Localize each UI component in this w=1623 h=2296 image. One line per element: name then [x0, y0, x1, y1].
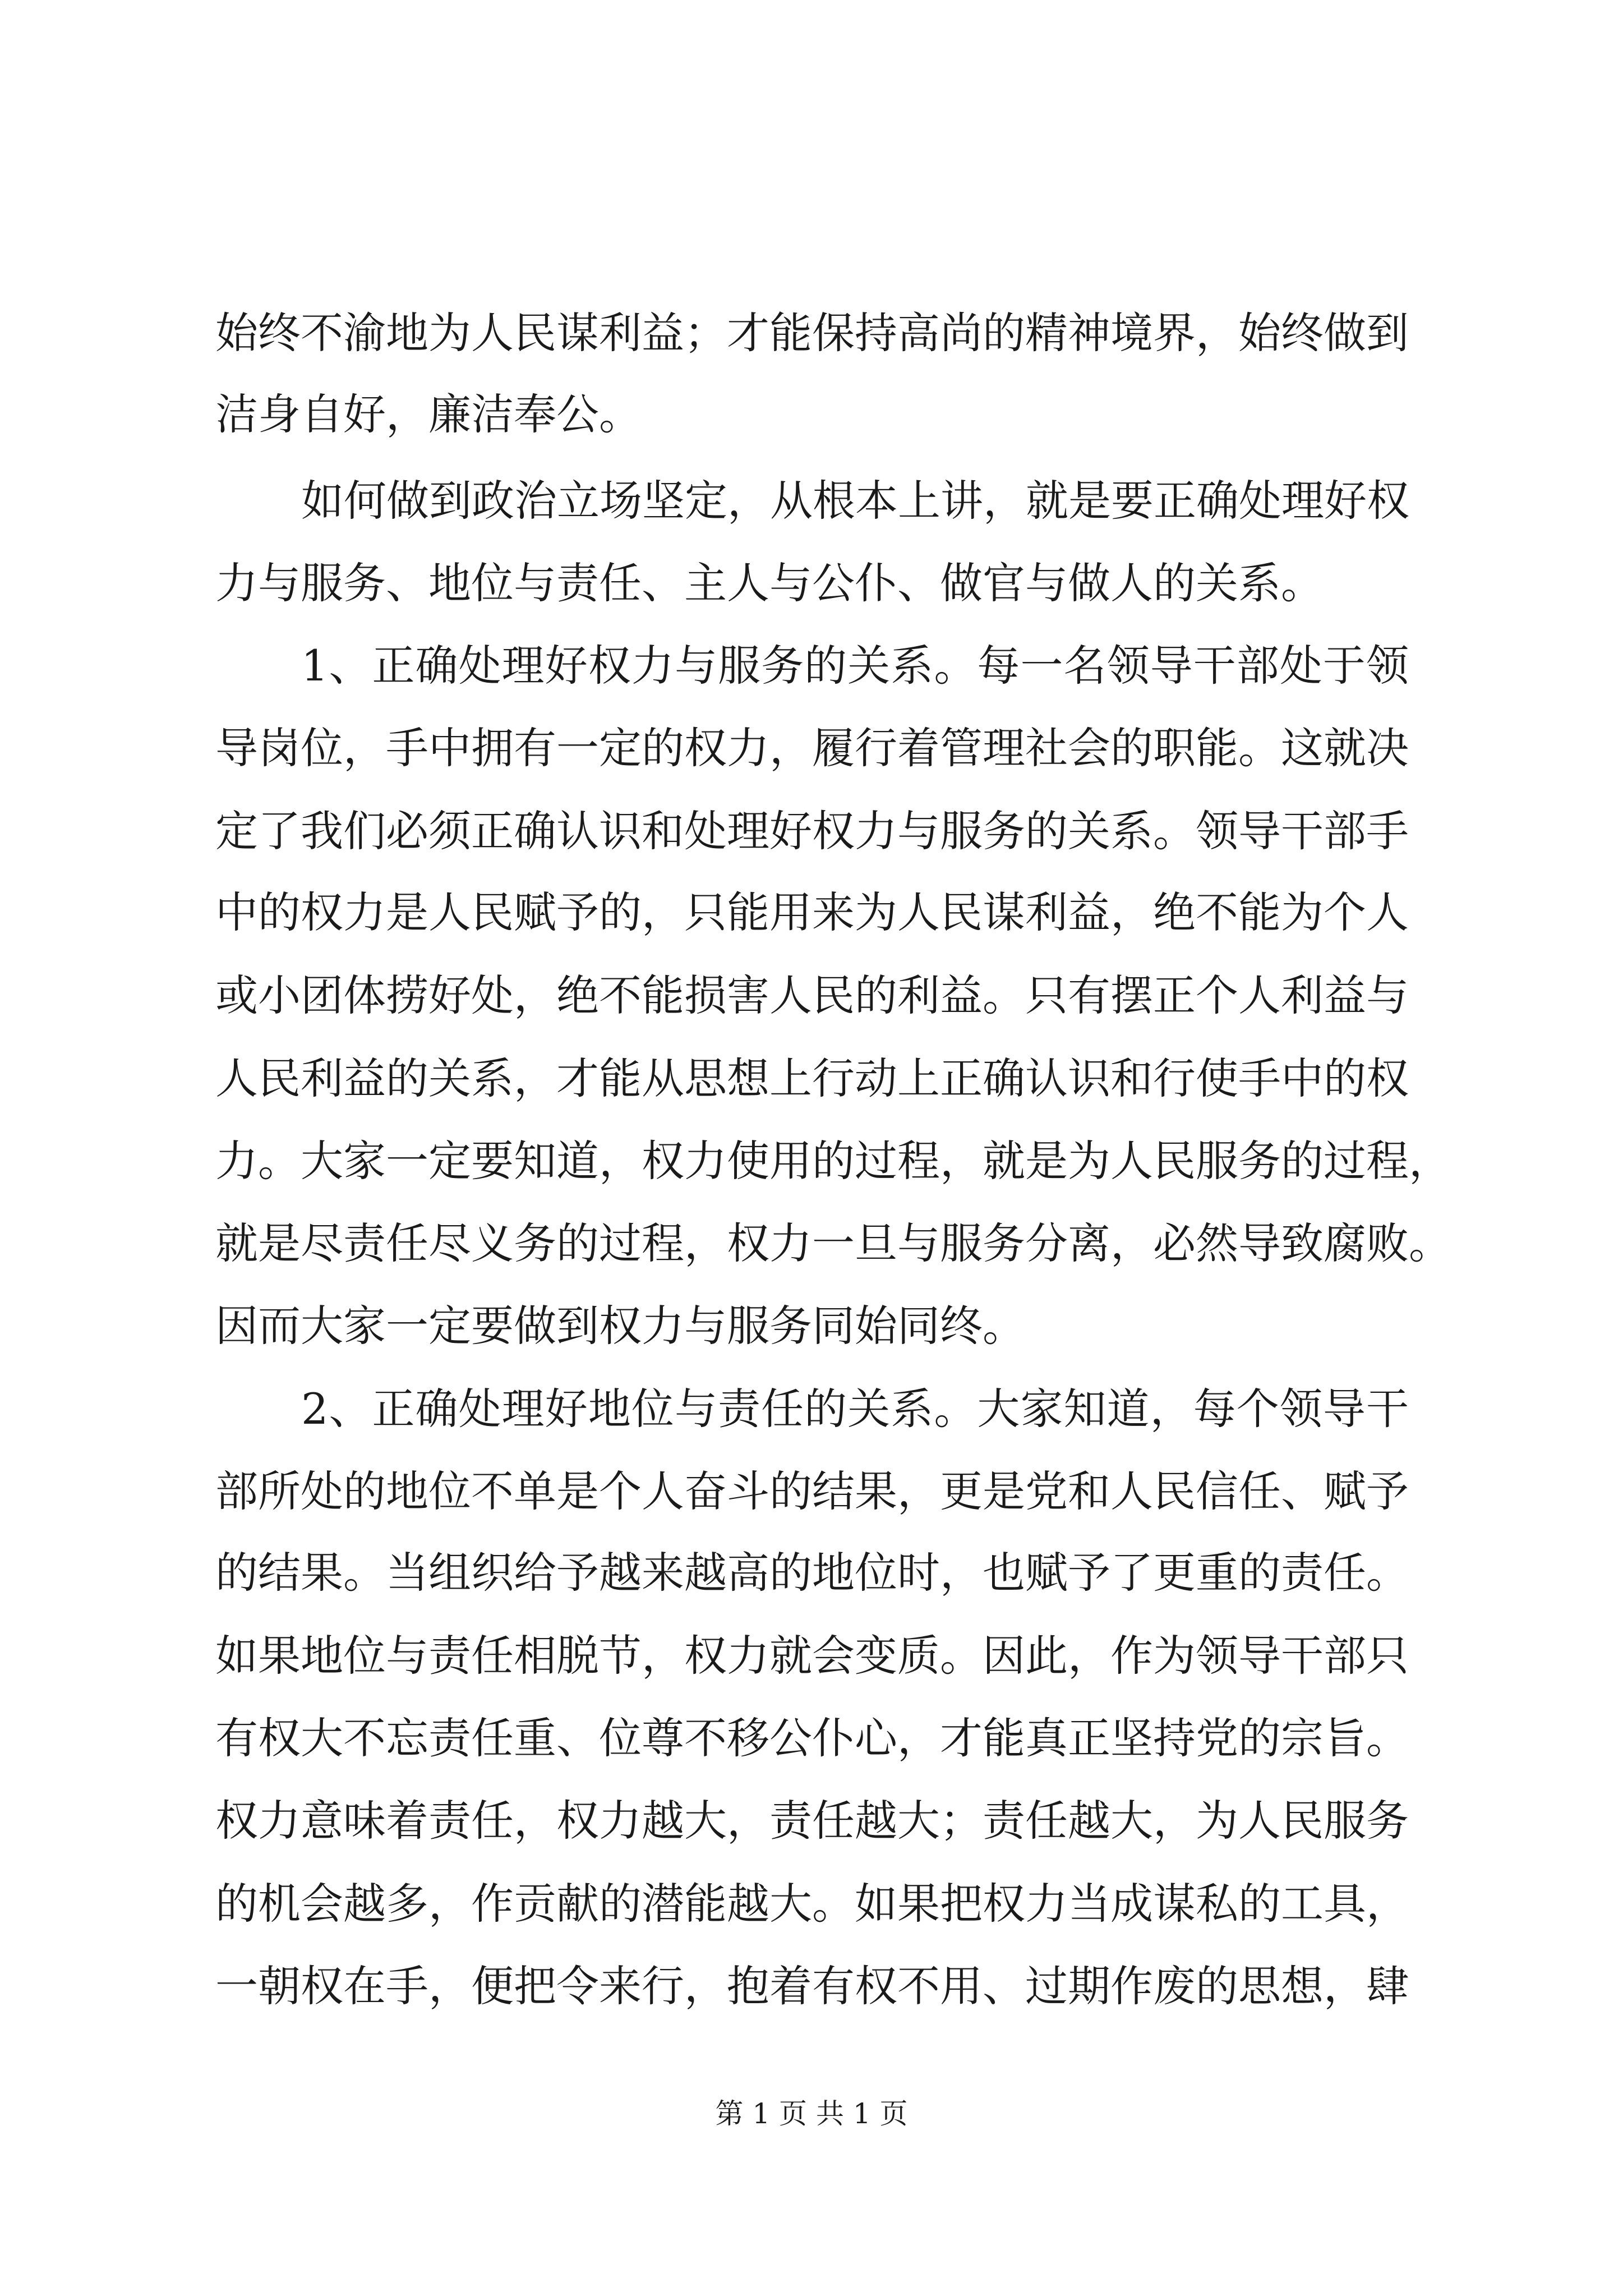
text-line: 定了我们必须正确认识和处理好权力与服务的关系。领导干部手: [215, 806, 1409, 856]
text-line: 一朝权在手，便把令来行，抱着有权不用、过期作废的思想，肆: [215, 1961, 1409, 2011]
text-line: 的机会越多，作贡献的潜能越大。如果把权力当成谋私的工具，: [215, 1879, 1409, 1929]
text-line: 洁身自好，廉洁奉公。: [215, 389, 642, 439]
text-line: 中的权力是人民赋予的，只能用来为人民谋利益，绝不能为个人: [215, 887, 1409, 937]
page-number-footer: 第 1 页 共 1 页: [715, 2097, 908, 2130]
text-line: 因而大家一定要做到权力与服务同始同终。: [215, 1301, 1025, 1351]
text-line: 如果地位与责任相脱节，权力就会变质。因此，作为领导干部只: [215, 1631, 1409, 1681]
text-line: 力与服务、地位与责任、主人与公仆、做官与做人的关系。: [215, 558, 1324, 608]
text-line: 始终不渝地为人民谋利益；才能保持高尚的精神境界，始终做到: [215, 308, 1409, 358]
text-line: 的结果。当组织给予越来越高的地位时，也赋予了更重的责任。: [215, 1548, 1409, 1598]
text-line: 1、正确处理好权力与服务的关系。每一名领导干部处于领: [301, 641, 1409, 691]
text-line: 或小团体捞好处，绝不能损害人民的利益。只有摆正个人利益与: [215, 970, 1409, 1020]
text-line: 权力意味着责任，权力越大，责任越大；责任越大，为人民服务: [215, 1796, 1409, 1846]
text-line: 人民利益的关系，才能从思想上行动上正确认识和行使手中的权: [215, 1053, 1409, 1103]
text-line: 如何做到政治立场坚定，从根本上讲，就是要正确处理好权: [301, 476, 1409, 526]
text-line: 力。大家一定要知道，权力使用的过程，就是为人民服务的过程，: [215, 1136, 1451, 1186]
text-line: 部所处的地位不单是个人奋斗的结果，更是党和人民信任、赋予: [215, 1466, 1409, 1516]
text-line: 导岗位，手中拥有一定的权力，履行着管理社会的职能。这就决: [215, 723, 1409, 773]
text-line: 有权大不忘责任重、位尊不移公仆心，才能真正坚持党的宗旨。: [215, 1713, 1409, 1763]
text-line: 就是尽责任尽义务的过程，权力一旦与服务分离，必然导致腐败。: [215, 1218, 1451, 1268]
text-line: 2、正确处理好地位与责任的关系。大家知道，每个领导干: [301, 1384, 1409, 1434]
